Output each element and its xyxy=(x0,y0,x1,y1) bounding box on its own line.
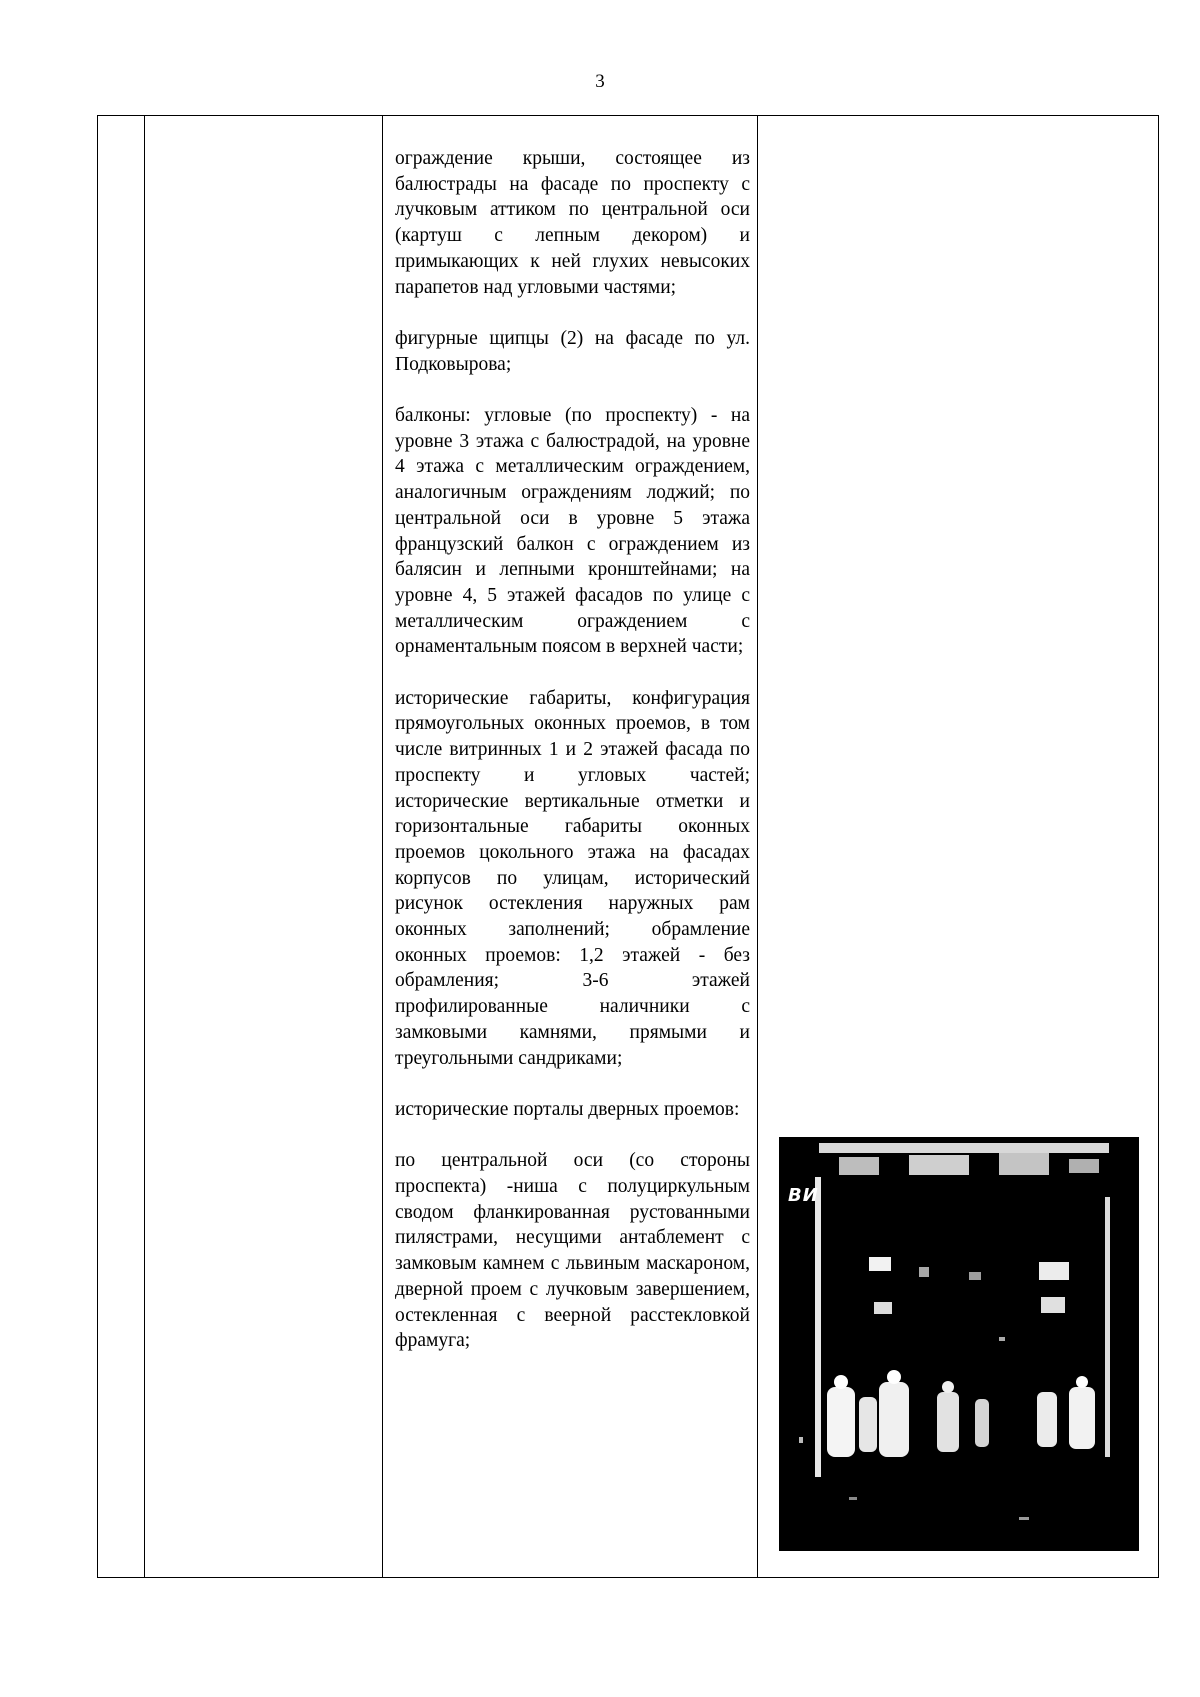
paragraph-roof-railing: ограждение крыши, состоящее из балюстрады на фасаде по проспекту с лучковым аттиком по центральной оси (картуш с лепным декором) и примыкающих к ней глухих невысоких парапетов над угловыми частями; xyxy=(395,148,750,298)
column-divider-2 xyxy=(382,116,383,1577)
page-number: 3 xyxy=(595,71,605,92)
historic-photo xyxy=(779,1137,1139,1551)
column-divider-3 xyxy=(757,116,758,1577)
description-cell xyxy=(395,146,750,1380)
photo-caption: ВИ xyxy=(788,1185,819,1206)
paragraph-balconies: балконы: угловые (по проспекту) - на уровне 3 этажа с балюстрадой, на уровне 4 этажа с металлическим ограждением, аналогичным ограждениям лоджий; по центральной оси в уровне 5 этажа французский балкон с ограждением из балясин и лепными кронштейнами; на уровне 4, 5 этажей фасадов по улице с металлическим ограждением с орнаментальным поясом в верхней части; xyxy=(395,405,750,658)
document-table xyxy=(97,115,1159,1578)
paragraph-gables: фигурные щипцы (2) на фасаде по ул. Подковырова; xyxy=(395,327,750,375)
paragraph-central-axis-portal: по центральной оси (со стороны проспекта) -ниша с полуциркульным сводом фланкированная рустованными пилястрами, несущими антаблемент с замковым камнем с львиным маскароном, дверной проем с лучковым завершением, остекленная с веерной расстекловкой фрамуга; xyxy=(395,1150,750,1352)
paragraph-door-portals: исторические порталы дверных проемов: xyxy=(395,1098,740,1120)
column-divider-1 xyxy=(144,116,145,1577)
historic-photo-image xyxy=(779,1137,1139,1551)
paragraph-window-openings: исторические габариты, конфигурация прямоугольных оконных проемов, в том числе витринных 1 и 2 этажей фасада по проспекту и угловых частей; исторические вертикальные отметки и горизонтальные габариты оконных проемов цокольного этажа на фасадах корпусов по улицам, исторический рисунок остекления наружных рам оконных заполнений; обрамление оконных проемов: 1,2 этажей - без обрамления; 3-6 этажей профилированные наличники с замковыми камнями, прямыми и треугольными сандриками; xyxy=(395,687,750,1069)
